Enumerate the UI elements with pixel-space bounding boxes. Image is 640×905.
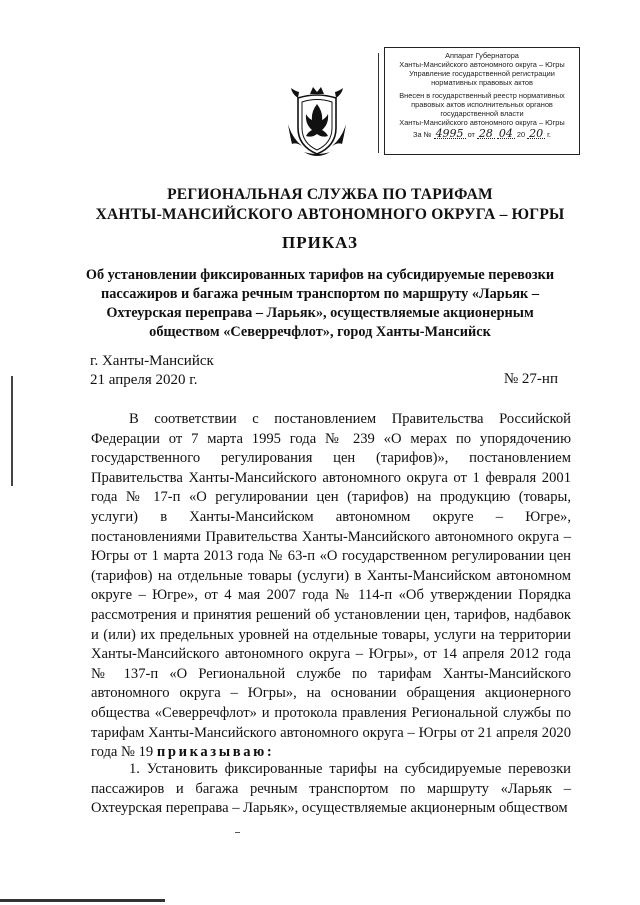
stamp-reg-prefix: За № [413, 130, 432, 139]
stamp-reg-number: 4995 [435, 127, 464, 140]
preamble-text: В соответствии с постановлением Правительства Российской Федерации от 7 марта 1995 года № 239 «О мерах по упорядочению государственного регулирования цен (тарифов)», постановлением Правительства Ханты-Мансийского автономного округа от 1 февраля 2001 года № 17-п «О регулировании цен (тарифов) на продукцию (товары, услуги) в Ханты-Мансийском автономном округе – Югре», постановлениями Правительства Ханты-Мансийского автономного округа – Югры от 1 марта 2013 года № 63-п «О государственном регулировании цен (тарифов) на отдельные товары (услуги) в Ханты-Мансийском автономном округе – Югре», от 4 мая 2007 года № 114-п «Об утверждении Порядка рассмотрения и принятия решений об установлении цен, тарифов, надбавок и (или) их предельных уровней на отдельные товары, услуги на территории Ханты-Мансийского автономного округа – Югры», от 14 апреля 2012 года № 137-п «О Региональной службе по тарифам Ханты-Мансийского автономного округа – Югры», на основании обращения акционерного общества «Северречфлот» и протокола правления Региональной службы по тарифам Ханты-Мансийского автономного округа – Югры от 21 апреля 2020 года № 19 [91, 411, 571, 761]
stamp-reg-month: 04 [498, 127, 513, 140]
preamble-paragraph [91, 410, 571, 763]
scan-artifact-bottom [0, 899, 165, 902]
order-subject: Об установлении фиксированных тарифов на субсидируемые перевозки пассажиров и багажа речным транспортом по маршруту «Ларьяк – Охтеурская переправа – Ларьяк», осуществляемые акционерным обществом «Северречфлот», город Ханты-Мансийск [85, 267, 555, 340]
agency-title-line1: РЕГИОНАЛЬНАЯ СЛУЖБА ПО ТАРИФАМ [167, 186, 493, 203]
stamp-line: нормативных правовых актов [431, 78, 533, 87]
document-type: ПРИКАЗ [282, 233, 358, 252]
stamp-registration-line [388, 129, 576, 139]
stamp-line: Внесен в государственный реестр нормативных [399, 91, 565, 100]
agency-title-line2: ХАНТЫ-МАНСИЙСКОГО АВТОНОМНОГО ОКРУГА – ЮГРЫ [95, 206, 565, 223]
order-number: № 27-нп [503, 371, 558, 387]
stamp-line: Аппарат Губернатора [445, 51, 519, 60]
issue-city: г. Ханты-Мансийск [90, 353, 214, 369]
stamp-line: Управление государственной регистрации [409, 69, 555, 78]
order-word: приказываю: [156, 744, 275, 761]
stamp-line: правовых актов исполнительных органов [411, 100, 553, 109]
scan-artifact-left [11, 376, 13, 486]
scan-artifact-dot [235, 832, 240, 833]
order-item-1: 1. Установить фиксированные тарифы на субсидируемые перевозки пассажиров и багажа речным транспортом по маршруту «Ларьяк – Охтеурская переправа – Ларьяк», осуществляемые акционерным обществом [91, 761, 571, 817]
registration-stamp [384, 47, 580, 155]
stamp-line: государственной власти [440, 109, 524, 118]
stamp-reg-day: 28 [478, 127, 493, 140]
stamp-reg-suffix: г. [547, 130, 551, 139]
stamp-line: Ханты-Мансийского автономного округа – Югры [399, 118, 565, 127]
coat-of-arms-icon [286, 84, 348, 160]
stamp-reg-year-prefix: 20 [516, 130, 526, 139]
stamp-line: Ханты-Мансийского автономного округа – Югры [399, 60, 565, 69]
stamp-reg-year: 20 [529, 127, 544, 140]
issue-date: 21 апреля 2020 г. [90, 372, 198, 388]
stamp-reg-from: от [467, 130, 475, 139]
